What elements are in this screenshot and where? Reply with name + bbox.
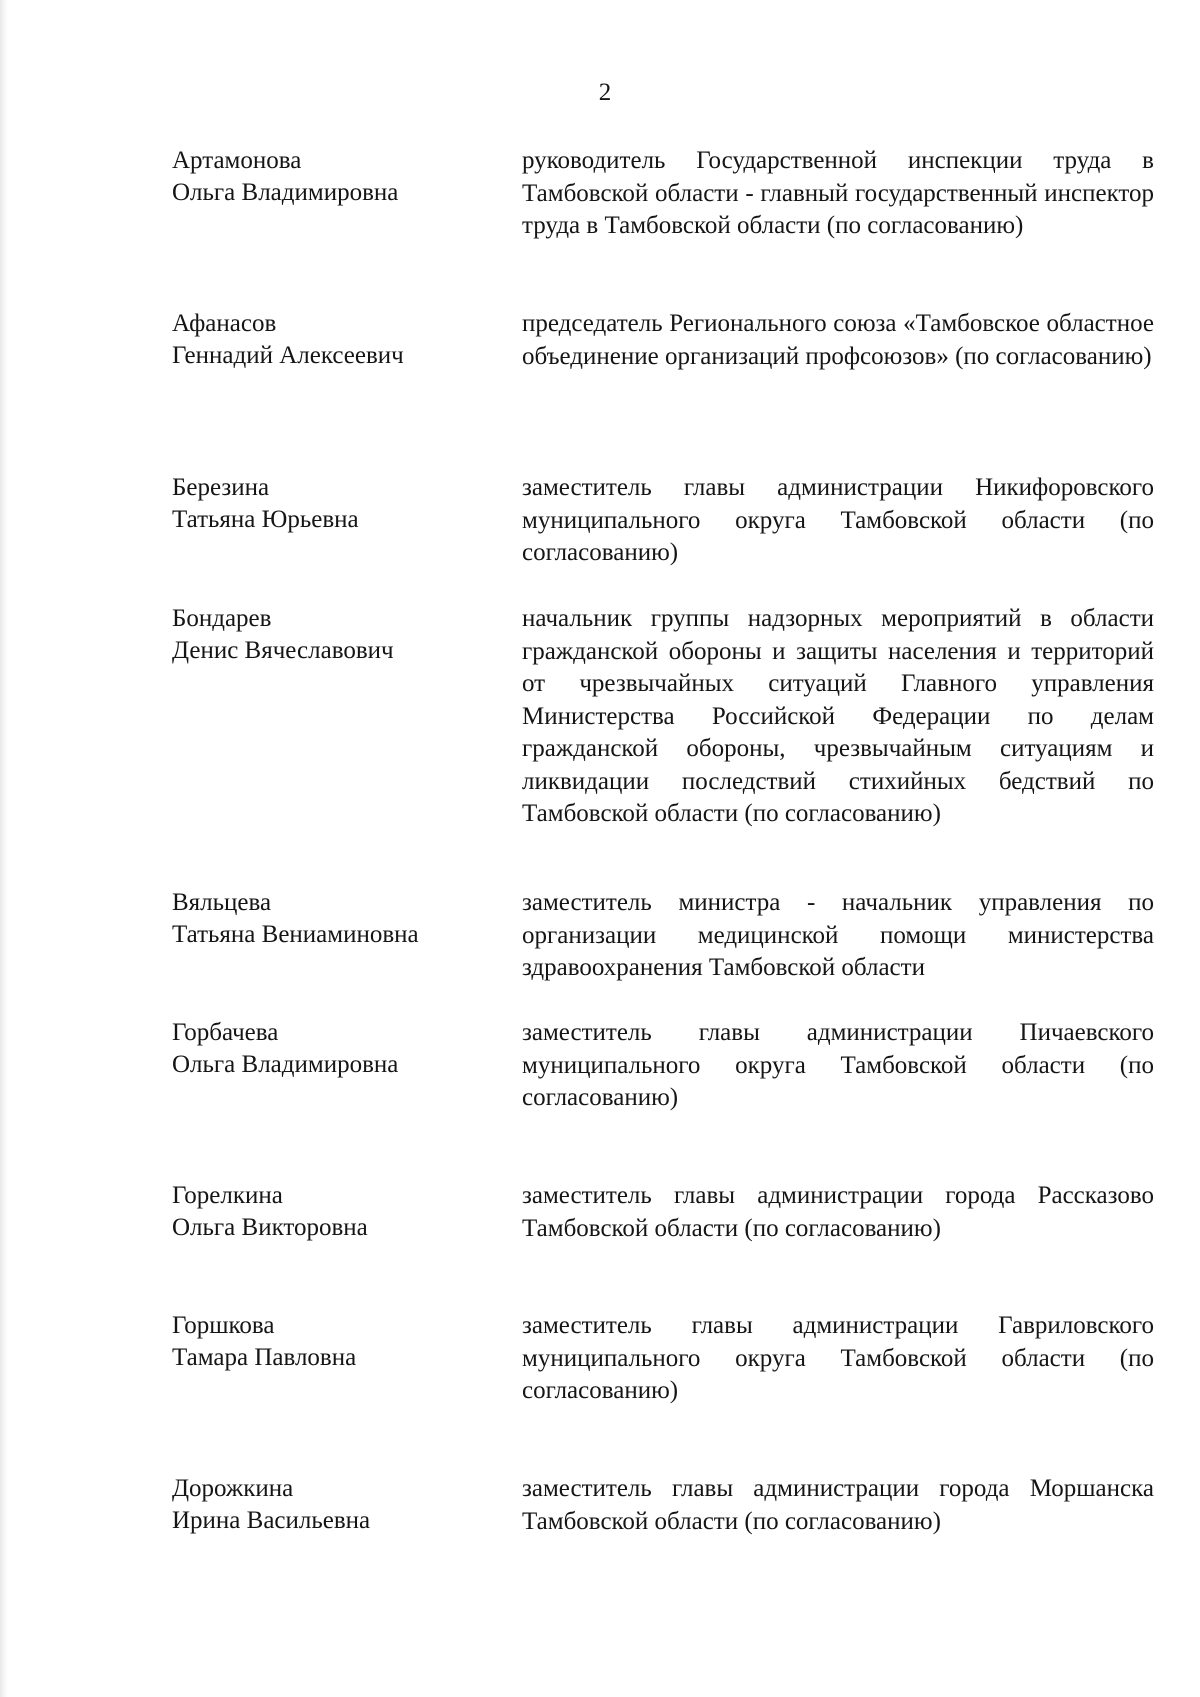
person-position: руководитель Государственной инспекции труда в Тамбовской области - главный государственный инспектор труда в Тамбовской области (по согласованию)	[522, 147, 1154, 239]
person-name	[172, 603, 502, 667]
person-surname: Горелкина	[172, 1182, 283, 1209]
person-surname: Вяльцева	[172, 889, 272, 916]
person-surname: Горбачева	[172, 1019, 279, 1046]
person-surname: Артамонова	[172, 147, 302, 174]
person-surname: Березина	[172, 474, 270, 501]
person-name	[172, 472, 502, 536]
person-surname: Дорожкина	[172, 1475, 294, 1502]
person-given-names: Ольга Викторовна	[172, 1214, 368, 1241]
person-given-names: Ольга Владимировна	[172, 1051, 399, 1078]
scan-edge	[0, 0, 8, 1697]
person-name	[172, 1017, 502, 1081]
person-name	[172, 1473, 502, 1537]
person-given-names: Геннадий Алексеевич	[172, 342, 404, 369]
person-given-names: Ольга Владимировна	[172, 179, 399, 206]
person-position: заместитель главы администрации Гавриловского муниципального округа Тамбовской области (по согласованию)	[522, 1312, 1154, 1404]
person-given-names: Тамара Павловна	[172, 1344, 357, 1371]
person-surname: Бондарев	[172, 605, 272, 632]
person-position: заместитель главы администрации города Рассказово Тамбовской области (по согласованию)	[522, 1182, 1154, 1242]
person-given-names: Татьяна Юрьевна	[172, 506, 359, 533]
person-given-names: Ирина Васильевна	[172, 1507, 371, 1534]
person-position: заместитель министра - начальник управления по организации медицинской помощи министерства здравоохранения Тамбовской области	[522, 889, 1154, 981]
person-given-names: Татьяна Вениаминовна	[172, 921, 419, 948]
person-name	[172, 1310, 502, 1374]
person-position: председатель Регионального союза «Тамбовское областное объединение организаций профсоюзов» (по согласованию)	[522, 310, 1154, 370]
person-position: начальник группы надзорных мероприятий в области гражданской обороны и защиты населения и территорий от чрезвычайных ситуаций Главного управления Министерства Российской Федерации по делам гражданской обороны, чрезвычайным ситуациям и ликвидации последствий стихийных бедствий по Тамбовской области (по согласованию)	[522, 605, 1154, 827]
person-given-names: Денис Вячеславович	[172, 637, 394, 664]
person-position: заместитель главы администрации Пичаевского муниципального округа Тамбовской области (по согласованию)	[522, 1019, 1154, 1111]
person-position: заместитель главы администрации Никифоровского муниципального округа Тамбовской области (по согласованию)	[522, 474, 1154, 566]
person-position: заместитель главы администрации города Моршанска Тамбовской области (по согласованию)	[522, 1475, 1154, 1535]
person-name	[172, 1180, 502, 1244]
person-name	[172, 308, 502, 372]
person-surname: Горшкова	[172, 1312, 275, 1339]
person-surname: Афанасов	[172, 310, 277, 337]
person-name	[172, 887, 502, 951]
person-name	[172, 145, 502, 209]
page-number: 2	[598, 79, 612, 106]
